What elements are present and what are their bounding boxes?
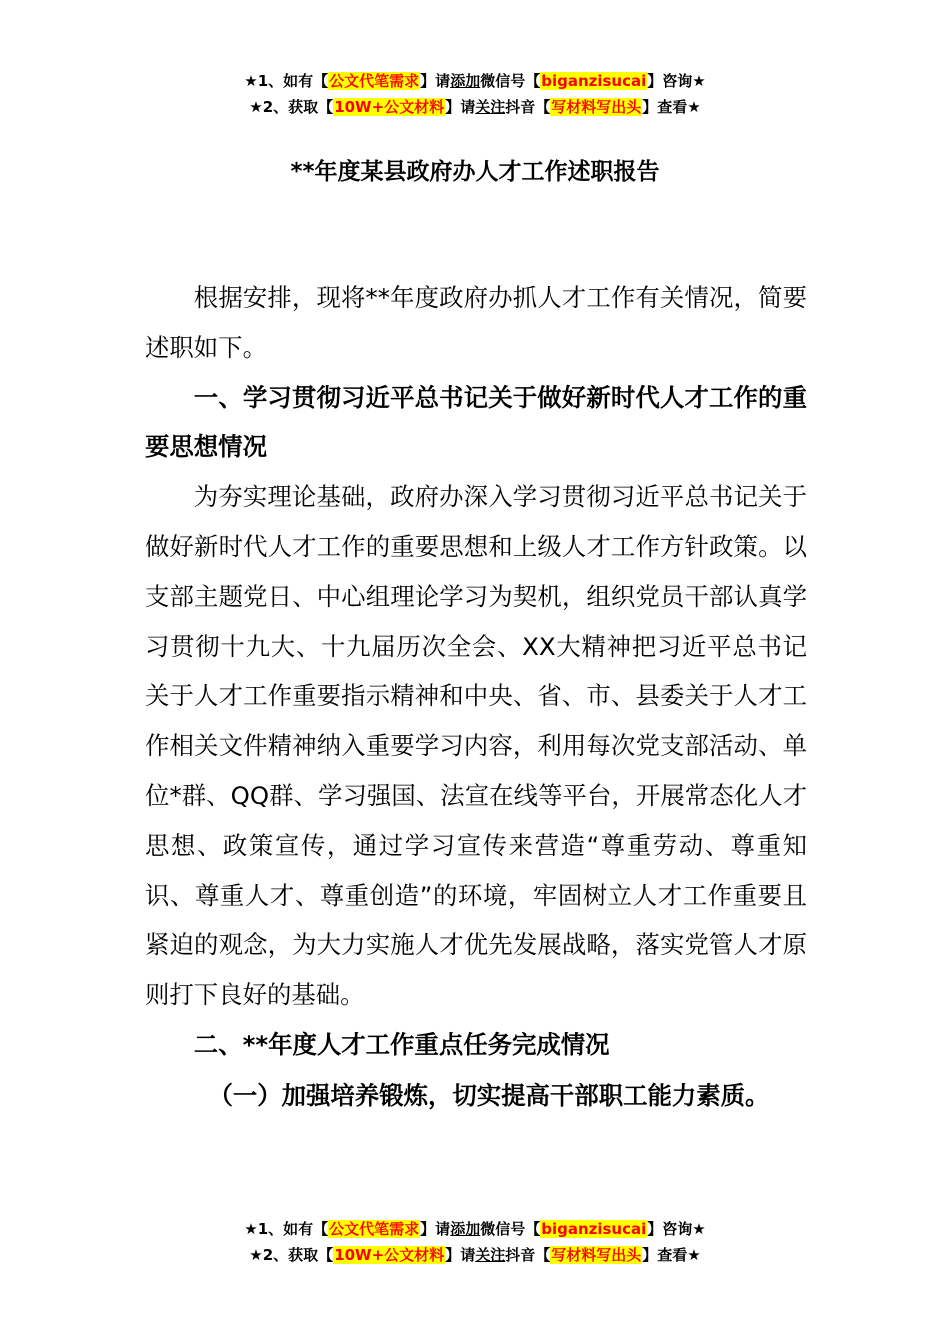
promo-line-2 [0, 94, 950, 120]
promo-highlight-service: 公文代笔需求 [329, 1220, 420, 1238]
promo-text: 】咨询★ [647, 72, 706, 90]
promo-highlight-service: 公文代笔需求 [329, 72, 420, 90]
promo-text: 】咨询★ [647, 1220, 706, 1238]
intro-paragraph: 根据安排，现将**年度政府办抓人才工作有关情况，简要述职如下。 [145, 283, 807, 362]
promo-underline-add: 添加 [450, 1220, 481, 1238]
promo-underline-follow: 关注 [475, 1246, 506, 1264]
promo-banner-top [0, 68, 950, 120]
section-2-subheading-1: （一）加强培养锻炼，切实提高干部职工能力素质。 [208, 1080, 770, 1110]
promo-line-2 [0, 1242, 950, 1268]
promo-text: 】请 [445, 1246, 476, 1264]
section-1-paragraph: 为夯实理论基础，政府办深入学习贯彻习近平总书记关于做好新时代人才工作的重要思想和上级人才工作方针政策。以支部主题党日、中心组理论学习为契机，组织党员干部认真学习贯彻十九大、十九届历次全会、XX大精神把习近平总书记关于人才工作重要指示精神和中央、省、市、县委关于人才工作相关文件精神纳入重要学习内容，利用每次党支部活动、单位*群、QQ群、学习强国、法宣在线等平台，开展常态化人才思想、政策宣传，通过学习宣传来营造“尊重劳动、尊重知识、尊重人才、尊重创造”的环境，牢固树立人才工作重要且紧迫的观念，为大力实施人才优先发展战略，落实党管人才原则打下良好的基础。 [145, 482, 807, 1010]
document-body [145, 273, 807, 1121]
promo-highlight-materials: 10W+公文材料 [334, 98, 445, 116]
promo-text: 】查看★ [642, 1246, 701, 1264]
promo-text: ★1、如有【 [244, 1220, 329, 1238]
promo-text: 】请 [445, 98, 476, 116]
promo-text: ★2、获取【 [249, 1246, 334, 1264]
promo-text: 微信号【 [480, 72, 541, 90]
promo-text: 】查看★ [642, 98, 701, 116]
promo-underline-follow: 关注 [475, 98, 506, 116]
promo-highlight-materials: 10W+公文材料 [334, 1246, 445, 1264]
promo-text: 微信号【 [480, 1220, 541, 1238]
promo-banner-bottom [0, 1216, 950, 1268]
promo-highlight-wechat-id: biganzisucai [541, 72, 647, 90]
document-title: **年度某县政府办人才工作述职报告 [290, 159, 660, 185]
promo-highlight-wechat-id: biganzisucai [541, 1220, 647, 1238]
section-1-heading: 一、学习贯彻习近平总书记关于做好新时代人才工作的重要思想情况 [145, 382, 807, 462]
promo-text: 抖音【 [505, 98, 551, 116]
promo-text: 抖音【 [505, 1246, 551, 1264]
promo-line-1 [0, 1216, 950, 1242]
promo-text: 】请 [420, 1220, 451, 1238]
promo-line-1 [0, 68, 950, 94]
promo-text: ★2、获取【 [249, 98, 334, 116]
promo-highlight-douyin: 写材料写出头 [551, 98, 642, 116]
promo-underline-add: 添加 [450, 72, 481, 90]
promo-highlight-douyin: 写材料写出头 [551, 1246, 642, 1264]
promo-text: 】请 [420, 72, 451, 90]
section-2-heading: 二、**年度人才工作重点任务完成情况 [193, 1029, 610, 1059]
promo-text: ★1、如有【 [244, 72, 329, 90]
